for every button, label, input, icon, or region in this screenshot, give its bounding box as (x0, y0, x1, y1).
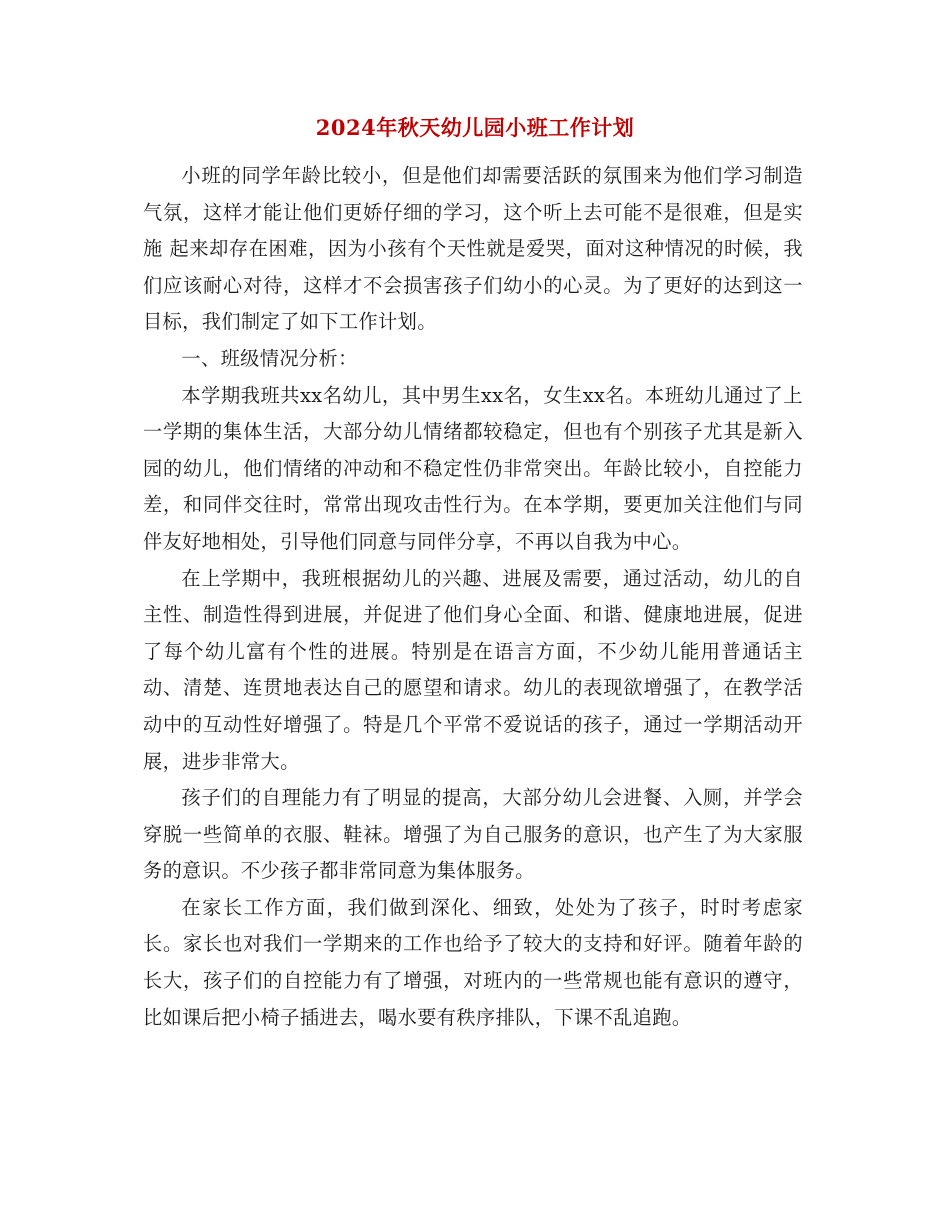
paragraph-last-semester: 在上学期中，我班根据幼儿的兴趣、进展及需要，通过活动，幼儿的自主性、制造性得到进展，并促进了他们身心全面、和谐、健康地进展，促进了每个幼儿富有个性的进展。特别是在语言方面，不少幼儿能用普通话主动、清楚、连贯地表达自己的愿望和请求。幼儿的表现欲增强了，在教学活动中的互动性好增强了。特是几个平常不爱说话的孩子，通过一学期活动开展，进步非常大。 (143, 566, 803, 773)
paragraph-parent-work: 在家长工作方面，我们做到深化、细致，处处为了孩子，时时考虑家长。家长也对我们一学期来的工作也给予了较大的支持和好评。随着年龄的长大，孩子们的自控能力有了增强，对班内的一些常规也能有意识的遵守，比如课后把小椅子插进去，喝水要有秩序排队，下课不乱追跑。 (143, 895, 803, 1029)
paragraph-class-overview: 本学期我班共xx名幼儿，其中男生xx名，女生xx名。本班幼儿通过了上一学期的集体生活，大部分幼儿情绪都较稳定，但也有个别孩子尤其是新入园的幼儿，他们情绪的冲动和不稳定性仍非常突出。年龄比较小，自控能力差，和同伴交往时，常常出现攻击性行为。在本学期，要更加关注他们与同伴友好地相处，引导他们同意与同伴分享，不再以自我为中心。 (143, 383, 803, 553)
paragraph-intro: 小班的同学年龄比较小，但是他们却需要活跃的氛围来为他们学习制造气氛，这样才能让他们更娇仔细的学习，这个听上去可能不是很难，但是实施 起来却存在困难，因为小孩有个天性就是爱哭，面对这种情况的时候，我们应该耐心对待，这样才不会损害孩子们幼小的心灵。为了更好的达到这一目标，我们制定了如下工作计划。 (143, 164, 803, 334)
document-title: 2024年秋天幼儿园小班工作计划 (315, 115, 635, 140)
section-heading-class-analysis: 一、班级情况分析： (181, 346, 358, 370)
paragraph-self-care: 孩子们的自理能力有了明显的提高，大部分幼儿会进餐、入厕，并学会穿脱一些简单的衣服、鞋袜。增强了为自己服务的意识，也产生了为大家服务的意识。不少孩子都非常同意为集体服务。 (143, 786, 803, 883)
document-body (143, 158, 803, 1036)
